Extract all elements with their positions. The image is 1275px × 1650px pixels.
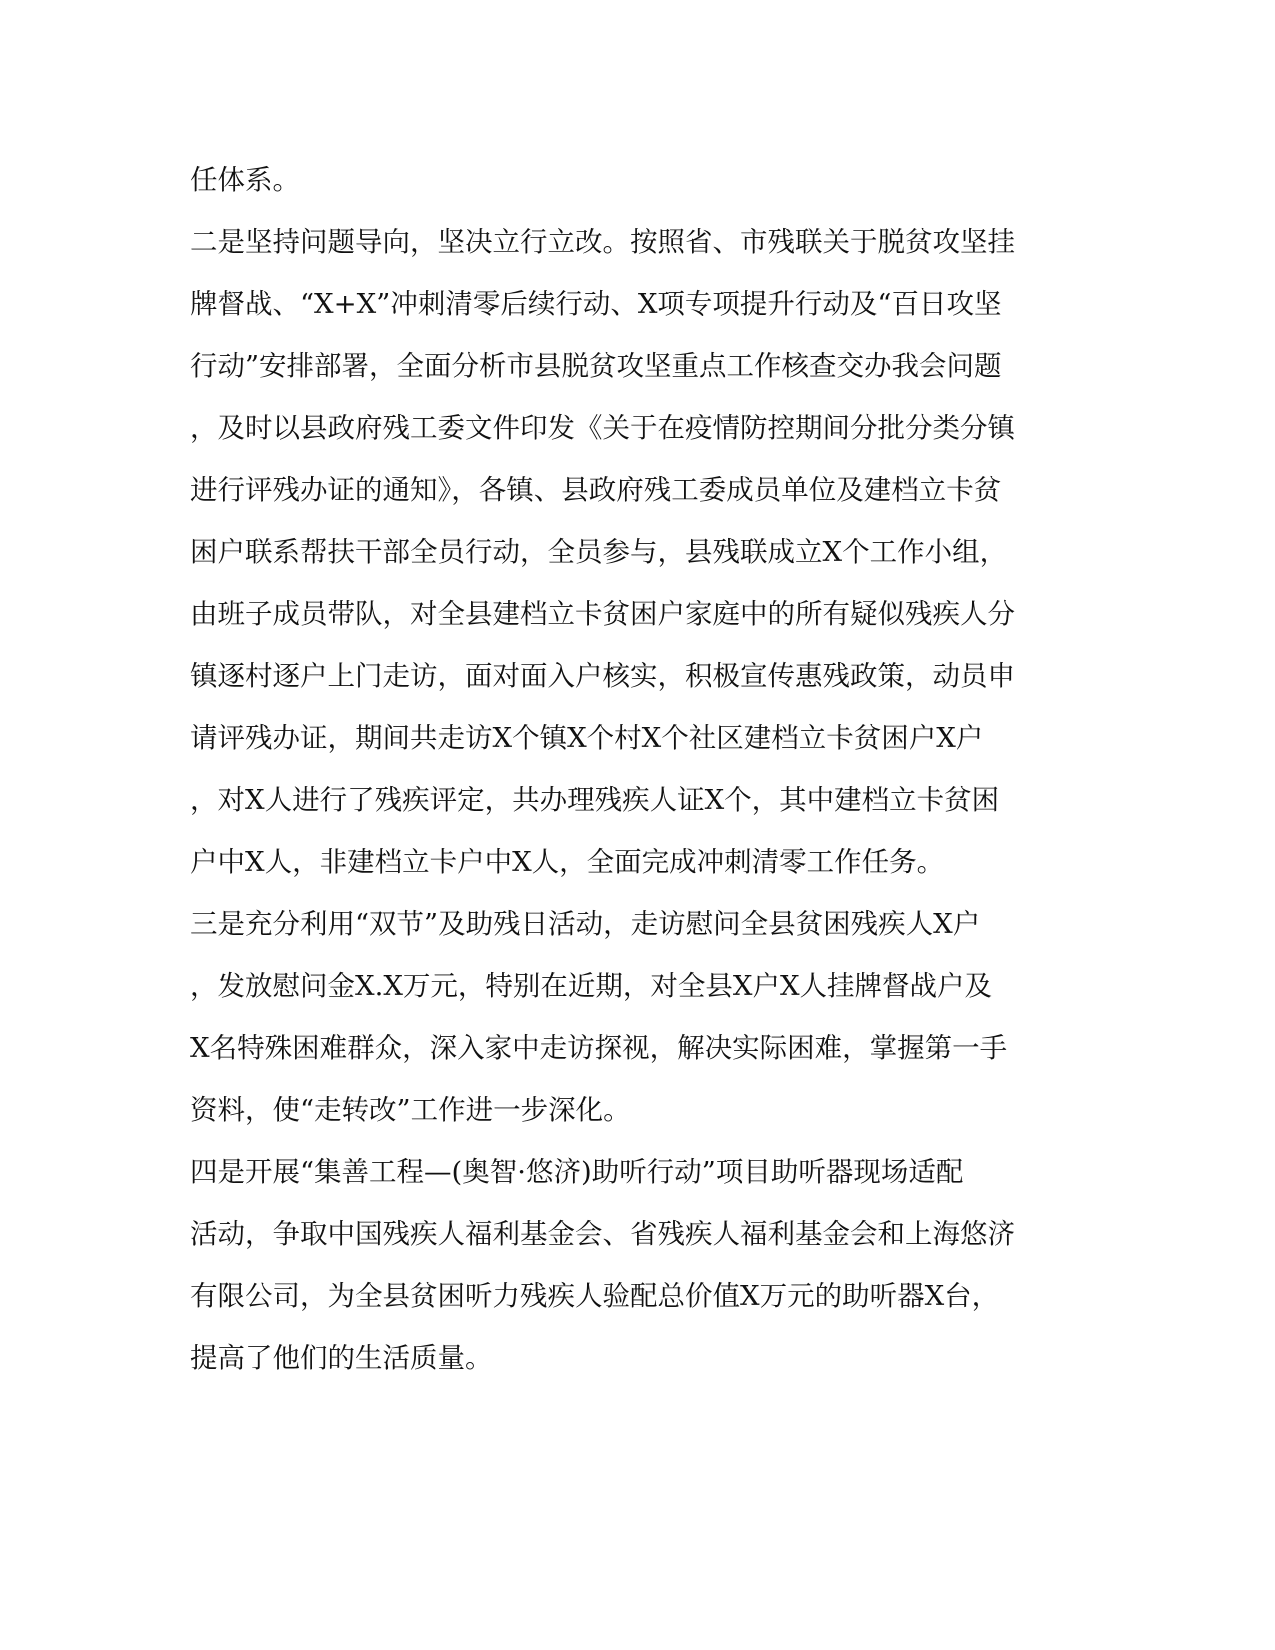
text-line: 有限公司，为全县贫困听力残疾人验配总价值X万元的助听器X台，	[190, 1280, 1000, 1312]
text-line: ，及时以县政府残工委文件印发《关于在疫情防控期间分批分类分镇	[190, 412, 1015, 444]
text-line: X名特殊困难群众，深入家中走访探视，解决实际困难，掌握第一手	[190, 1032, 1008, 1064]
text-line: 三是充分利用“双节”及助残日活动，走访慰问全县贫困残疾人X户	[190, 908, 981, 940]
text-line: 牌督战、“X+X”冲刺清零后续行动、X项专项提升行动及“百日攻坚	[190, 288, 1002, 320]
text-line: 请评残办证，期间共走访X个镇X个村X个社区建档立卡贫困户X户	[190, 722, 984, 754]
text-line: 提高了他们的生活质量。	[190, 1342, 493, 1374]
text-line: 镇逐村逐户上门走访，面对面入户核实，积极宣传惠残政策，动员申	[190, 660, 1015, 692]
text-line: 进行评残办证的通知》，各镇、县政府残工委成员单位及建档立卡贫	[190, 474, 1002, 506]
text-line: 任体系。	[190, 164, 300, 196]
text-line: 二是坚持问题导向，坚决立行立改。按照省、市残联关于脱贫攻坚挂	[190, 226, 1015, 258]
text-line: 户中X人，非建档立卡户中X人，全面完成冲刺清零工作任务。	[190, 846, 945, 878]
text-line: 由班子成员带队，对全县建档立卡贫困户家庭中的所有疑似残疾人分	[190, 598, 1015, 630]
text-line: 活动，争取中国残疾人福利基金会、省残疾人福利基金会和上海悠济	[190, 1218, 1015, 1250]
text-line: 困户联系帮扶干部全员行动，全员参与，县残联成立X个工作小组，	[190, 536, 1008, 568]
text-line: ，对X人进行了残疾评定，共办理残疾人证X个，其中建档立卡贫困	[190, 784, 1000, 816]
text-line: ，发放慰问金X.X万元，特别在近期，对全县X户X人挂牌督战户及	[190, 970, 993, 1002]
text-line: 四是开展“集善工程—(奥智·悠济)助听行动”项目助听器现场适配	[190, 1156, 964, 1188]
text-line: 资料，使“走转改”工作进一步深化。	[190, 1094, 631, 1126]
text-line: 行动”安排部署，全面分析市县脱贫攻坚重点工作核查交办我会问题	[190, 350, 1002, 382]
